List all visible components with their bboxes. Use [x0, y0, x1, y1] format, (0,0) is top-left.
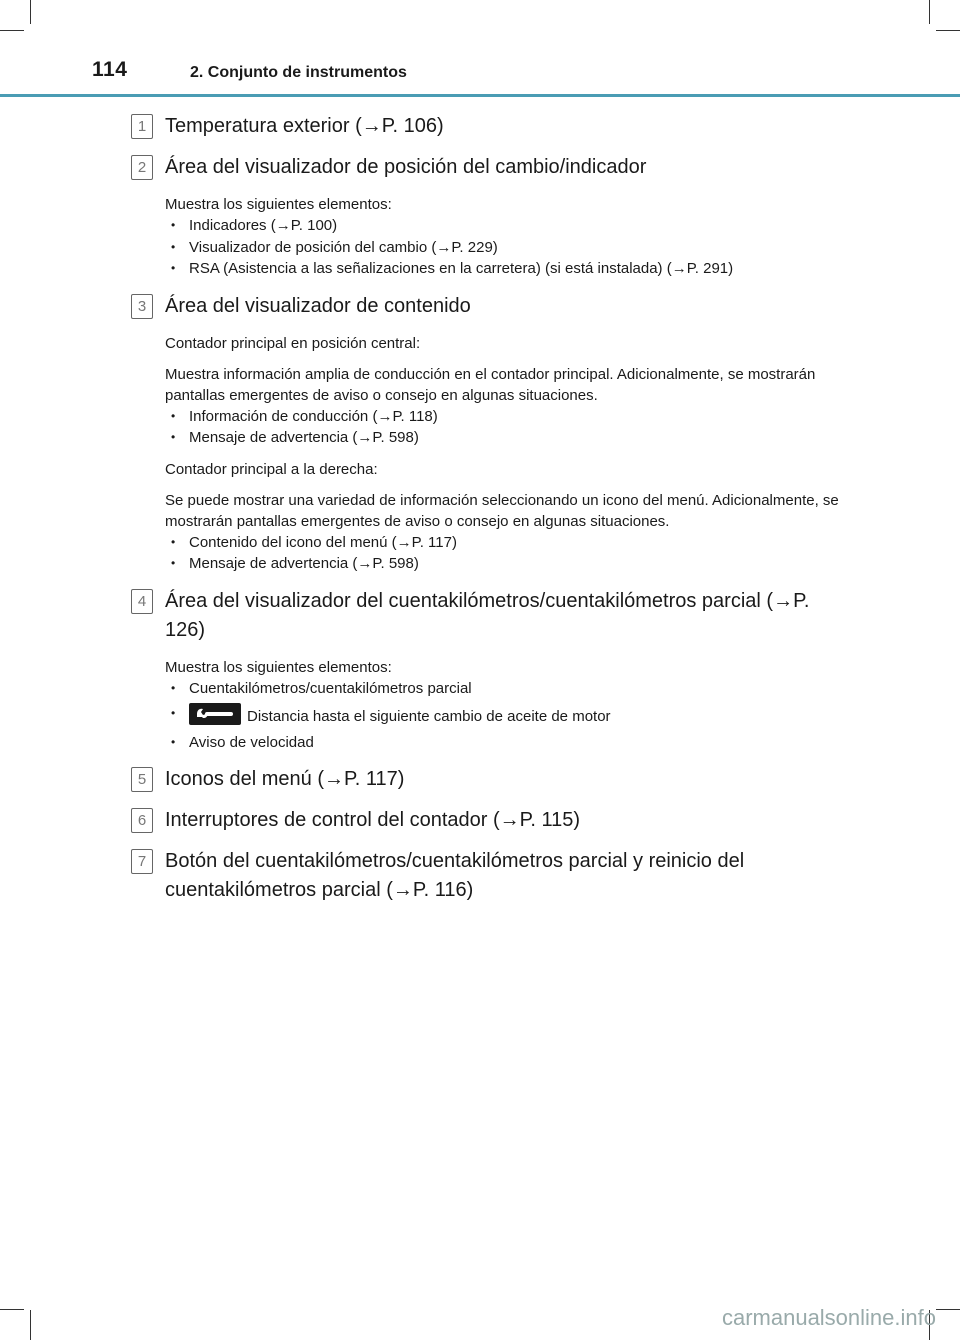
bullet-item: • Indicadores (→P. 100) [171, 215, 960, 237]
bullet-item: • RSA (Asistencia a las señalizaciones en la carretera) (si está instalada) (→P. 291) [171, 258, 960, 280]
section-title: 2. Conjunto de instrumentos [190, 64, 407, 81]
list-item [0, 153, 960, 280]
content [0, 112, 960, 917]
item-heading: Área del visualizador de posición del cambio/indicador [165, 156, 647, 178]
item-description: Muestra los siguientes elementos: [165, 658, 392, 676]
bullet-item: • Contenido del icono del menú (→P. 117) [171, 532, 960, 554]
item-heading: Interruptores de control del contador (→P. 115) [165, 809, 581, 831]
item-heading: Área del visualizador del cuentakilómetros/cuentakilómetros parcial (→P. 126) [165, 589, 810, 641]
list-item [0, 765, 960, 794]
item-number: 3 [131, 294, 153, 319]
item-number: 4 [131, 589, 153, 614]
item-heading: Botón del cuentakilómetros/cuentakilómetros parcial y reinicio del cuentakilómetros parcial (→P. 116) [165, 850, 745, 901]
wrench-icon [189, 703, 241, 725]
bullet-item: • Cuentakilómetros/cuentakilómetros parcial [171, 678, 960, 700]
item-number: 1 [131, 114, 153, 139]
item-heading: Temperatura exterior (→P. 106) [165, 115, 444, 137]
bullet-list [165, 406, 960, 449]
item-description: Muestra información amplia de conducción en el contador principal. Adicionalmente, se mostrarán pantallas emergentes de aviso o consejo en algunas situaciones. [165, 365, 816, 404]
item-number: 2 [131, 155, 153, 180]
item-number: 6 [131, 808, 153, 833]
list-item [0, 806, 960, 835]
bullet-list [165, 532, 960, 575]
bullet-list [165, 678, 960, 754]
page-number: 114 [92, 58, 128, 81]
crop-mark [936, 1309, 960, 1310]
item-heading: Iconos del menú (→P. 117) [165, 768, 405, 790]
bullet-item-text: Distancia hasta el siguiente cambio de aceite de motor [247, 708, 611, 725]
item-description: Contador principal en posición central: [165, 334, 421, 352]
bullet-item: • Mensaje de advertencia (→P. 598) [171, 553, 960, 575]
list-item [0, 847, 960, 905]
item-number: 5 [131, 767, 153, 792]
item-description: Contador principal a la derecha: [165, 460, 378, 478]
list-item [0, 112, 960, 141]
header-rule [0, 94, 960, 97]
item-number: 7 [131, 849, 153, 874]
bullet-item [171, 703, 960, 728]
bullet-list [165, 215, 960, 280]
crop-mark [0, 1309, 24, 1310]
bullet-item: • Visualizador de posición del cambio (→P. 229) [171, 237, 960, 259]
list-item [0, 587, 960, 754]
list-item [0, 292, 960, 575]
bullet-item: • Información de conducción (→P. 118) [171, 406, 960, 428]
crop-mark [30, 1310, 31, 1340]
page-header [0, 0, 960, 100]
item-heading: Área del visualizador de contenido [165, 294, 471, 317]
item-description: Se puede mostrar una variedad de información seleccionando un icono del menú. Adicionalmente, se mostrarán pantallas emergentes de aviso o consejo en algunas situaciones. [165, 491, 839, 530]
bullet-item: • Mensaje de advertencia (→P. 598) [171, 427, 960, 449]
item-description: Muestra los siguientes elementos: [165, 196, 392, 213]
watermark: carmanualsonline.info [721, 1305, 936, 1330]
bullet-item: • Aviso de velocidad [171, 732, 960, 754]
